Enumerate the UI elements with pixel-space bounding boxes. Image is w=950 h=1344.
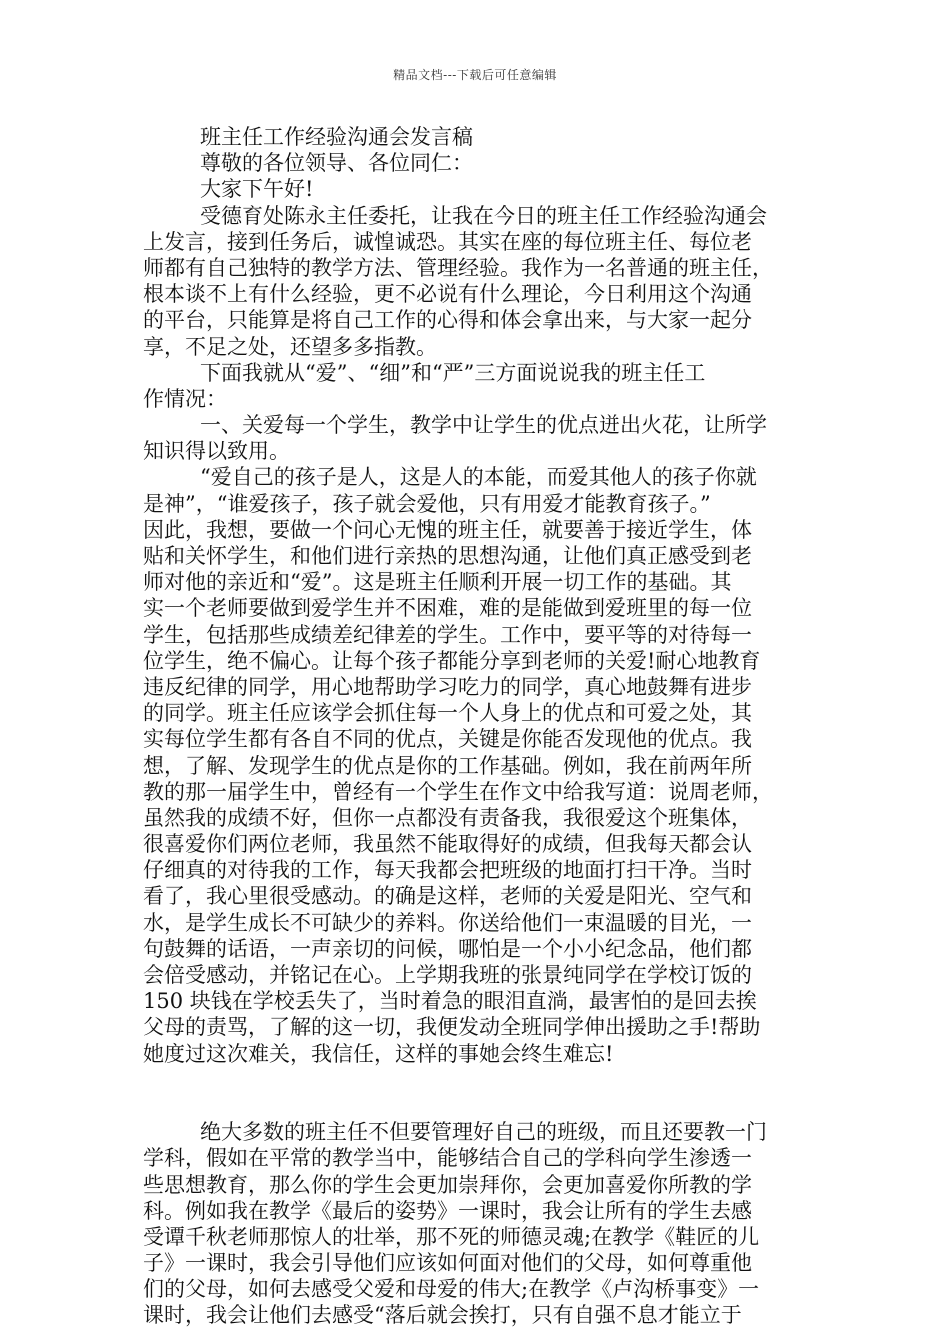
paragraph-line — [143, 1093, 823, 1119]
paragraph-line: 根本谈不上有什么经验，更不必说有什么理论，今日利用这个沟通 — [143, 282, 752, 307]
paragraph-line: 课时，我会让他们去感受“落后就会挨打，只有自强不息才能立于 — [143, 1303, 742, 1328]
paragraph-4 — [143, 464, 823, 1119]
greeting: 大家下午好! — [200, 177, 314, 202]
document-title: 班主任工作经验沟通会发言稿 — [200, 125, 473, 149]
paragraph-3 — [143, 412, 823, 464]
paragraph-line: 实一个老师要做到爱学生并不困难，难的是能做到爱班里的每一位 — [143, 596, 752, 621]
paragraph-line — [143, 1067, 823, 1093]
paragraph-line: 绝大多数的班主任不但要管理好自己的班级，而且还要教一门 — [200, 1120, 767, 1145]
page-header: 精品文档---下载后可任意编辑 — [393, 68, 557, 82]
paragraph-line: 上发言，接到任务后，诚惶诚恐。其实在座的每位班主任、每位老 — [143, 229, 752, 254]
paragraph-line: 些思想教育，那么你的学生会更加崇拜你，会更加喜爱你所教的学 — [143, 1172, 752, 1197]
paragraph-line: 们的父母，如何去感受父爱和母爱的伟大;在教学《卢沟桥事变》一 — [143, 1277, 760, 1302]
paragraph-line: 父母的责骂，了解的这一切，我便发动全班同学伸出援助之手!帮助 — [143, 1015, 761, 1040]
paragraph-line: 师对他的亲近和“爱”。这是班主任顺利开展一切工作的基础。其 — [143, 570, 732, 595]
paragraph-line: 贴和关怀学生，和他们进行亲热的思想沟通，让他们真正感受到老 — [143, 544, 752, 568]
paragraph-line: 虽然我的成绩不好，但你一点都没有责备我，我很爱这个班集体， — [143, 805, 752, 830]
paragraph-line: 因此，我想，要做一个问心无愧的班主任，就要善于接近学生，体 — [143, 517, 752, 542]
paragraph-line: 水，是学生成长不可缺少的养料。你送给他们一束温暖的目光，一 — [143, 910, 752, 935]
salutation: 尊敬的各位领导、各位同仁： — [200, 151, 473, 176]
paragraph-line: 句鼓舞的话语，一声亲切的问候，哪怕是一个小小纪念品，他们都 — [143, 936, 752, 961]
paragraph-line: 科。例如我在教学《最后的姿势》一课时，我会让所有的学生去感 — [143, 1198, 752, 1223]
paragraph-line: 受谭千秋老师那惊人的壮举，那不死的师德灵魂;在教学《鞋匠的儿 — [143, 1224, 760, 1249]
paragraph-line: 受德育处陈永主任委托，让我在今日的班主任工作经验沟通会 — [200, 203, 767, 228]
paragraph-line: 享，不足之处，还望多多指教。 — [143, 334, 437, 359]
document-body — [143, 124, 823, 1329]
paragraph-line: 的平台，只能算是将自己工作的心得和体会拿出来，与大家一起分 — [143, 308, 752, 333]
paragraph-line: 师都有自己独特的教学方法、管理经验。我作为一名普通的班主任， — [143, 255, 773, 280]
paragraph-line: 仔细真的对待我的工作，每天我都会把班级的地面打扫干净。当时 — [143, 858, 752, 883]
paragraph-line: 是神”，“谁爱孩子，孩子就会爱他，只有用爱才能教育孩子。” — [143, 491, 711, 516]
paragraph-line: 学生，包括那些成绩差纪律差的学生。工作中，要平等的对待每一 — [143, 622, 752, 647]
paragraph-line: 她度过这次难关，我信任，这样的事她会终生难忘! — [143, 1041, 614, 1066]
paragraph-line: 会倍受感动，并铭记在心。上学期我班的张景纯同学在学校订饭的 — [143, 963, 752, 987]
paragraph-line: 实每位学生都有各自不同的优点，关键是你能否发现他的优点。我 — [143, 727, 752, 752]
paragraph-line: 想，了解、发现学生的优点是你的工作基础。例如，我在前两年所 — [143, 753, 752, 778]
paragraph-line: 教的那一届学生中，曾经有一个学生在作文中给我写道：说周老师， — [143, 779, 773, 804]
paragraph-line: 位学生，绝不偏心。让每个孩子都能分享到老师的关爱!耐心地教育 — [143, 648, 761, 673]
paragraph-line: 子》一课时，我会引导他们应该如何面对他们的父母，如何尊重他 — [143, 1251, 752, 1276]
paragraph-line: 的同学。班主任应该学会抓住每一个人身上的优点和可爱之处，其 — [143, 701, 752, 726]
paragraph-line: 看了，我心里很受感动。的确是这样，老师的关爱是阳光、空气和 — [143, 884, 752, 909]
paragraph-line: “爱自己的孩子是人，这是人的本能，而爱其他人的孩子你就 — [200, 465, 757, 490]
paragraph-line: 作情况： — [143, 386, 227, 411]
section-heading: 一、关爱每一个学生，教学中让学生的优点迸出火花，让所学 — [200, 413, 767, 438]
paragraph-line: 学科，假如在平常的教学当中，能够结合自己的学科向学生渗透一 — [143, 1146, 752, 1171]
paragraph-5 — [143, 1119, 823, 1329]
paragraph-line: 下面我就从“爱”、“细”和“严”三方面说说我的班主任工 — [200, 360, 706, 385]
paragraph-line: 违反纪律的同学，用心地帮助学习吃力的同学，真心地鼓舞有进步 — [143, 674, 752, 699]
paragraph-line: 150 块钱在学校丢失了，当时着急的眼泪直淌，最害怕的是回去挨 — [143, 989, 757, 1014]
paragraph-line: 很喜爱你们两位老师，我虽然不能取得好的成绩，但我每天都会认 — [143, 832, 752, 857]
section-heading: 知识得以致用。 — [143, 439, 290, 464]
paragraph-1 — [143, 203, 823, 360]
paragraph-2 — [143, 360, 823, 412]
